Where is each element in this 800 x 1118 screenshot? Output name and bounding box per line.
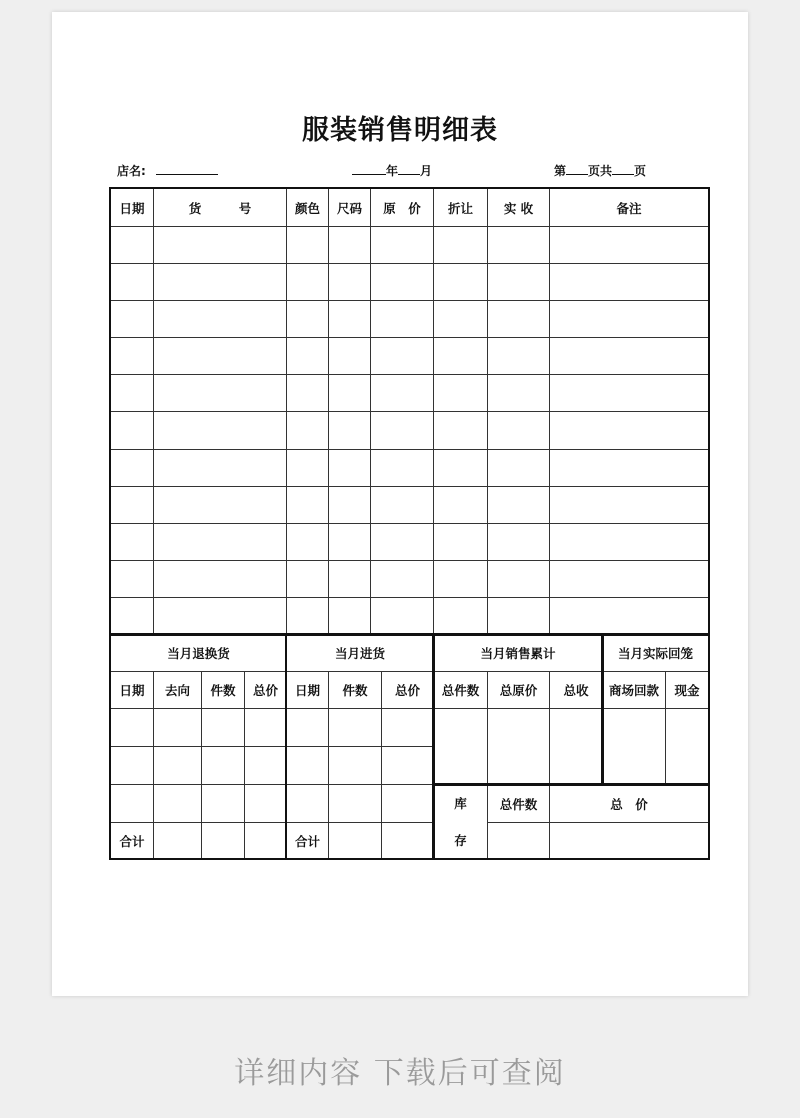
table-cell[interactable] <box>381 746 434 785</box>
section-header-purchases: 当月进货 <box>286 634 434 672</box>
year-blank[interactable] <box>352 163 386 175</box>
table-cell[interactable] <box>153 486 287 524</box>
table-cell[interactable] <box>487 337 550 375</box>
column-header: 件数 <box>328 671 382 709</box>
column-header: 商场回款 <box>602 671 666 709</box>
table-cell[interactable] <box>433 708 488 785</box>
stock-label-char: 存 <box>454 832 467 848</box>
table-cell[interactable] <box>153 746 202 785</box>
table-cell[interactable] <box>370 486 434 524</box>
table-cell[interactable] <box>433 226 488 264</box>
table-cell[interactable] <box>110 784 154 823</box>
table-cell[interactable] <box>370 263 434 301</box>
table-cell[interactable] <box>549 337 709 375</box>
table-cell[interactable] <box>328 784 382 823</box>
page-title: 服装销售明细表 <box>302 115 498 146</box>
table-cell[interactable] <box>286 226 329 264</box>
table-cell[interactable] <box>153 337 287 375</box>
table-cell[interactable] <box>433 560 488 598</box>
table-cell[interactable] <box>487 411 550 450</box>
column-header: 总件数 <box>487 784 550 823</box>
table-cell[interactable] <box>328 411 371 450</box>
table-cell[interactable] <box>286 597 329 635</box>
table-cell[interactable] <box>328 822 382 859</box>
table-cell[interactable] <box>286 523 329 561</box>
table-cell[interactable] <box>110 560 154 598</box>
table-cell[interactable] <box>286 374 329 412</box>
table-cell[interactable] <box>328 449 371 487</box>
table-cell[interactable] <box>370 560 434 598</box>
table-cell[interactable] <box>110 486 154 524</box>
table-cell[interactable] <box>487 374 550 412</box>
table-cell[interactable] <box>433 374 488 412</box>
table-cell[interactable] <box>487 597 550 635</box>
table-cell[interactable] <box>244 708 287 747</box>
store-name-field <box>117 162 218 179</box>
table-cell[interactable] <box>153 263 287 301</box>
table-cell[interactable] <box>153 523 287 561</box>
column-header: 备注 <box>549 188 709 227</box>
table-cell[interactable] <box>328 226 371 264</box>
table-cell[interactable] <box>549 523 709 561</box>
table-cell[interactable] <box>549 560 709 598</box>
section-header-collection: 当月实际回笼 <box>602 634 709 672</box>
table-cell[interactable] <box>549 708 603 785</box>
table-cell[interactable] <box>433 449 488 487</box>
table-cell[interactable] <box>328 337 371 375</box>
table-cell[interactable] <box>487 226 550 264</box>
table-cell[interactable] <box>110 337 154 375</box>
footer-note: 详细内容 下载后可查阅 <box>234 1056 566 1091</box>
table-cell[interactable] <box>153 374 287 412</box>
table-cell[interactable] <box>328 486 371 524</box>
table-cell[interactable] <box>201 708 245 747</box>
table-cell[interactable] <box>487 449 550 487</box>
table-cell[interactable] <box>487 486 550 524</box>
table-cell[interactable] <box>549 486 709 524</box>
table-cell[interactable] <box>370 374 434 412</box>
section-header-sales: 当月销售累计 <box>433 634 603 672</box>
table-cell[interactable] <box>286 411 329 450</box>
table-cell[interactable] <box>370 411 434 450</box>
column-header: 颜色 <box>286 188 329 227</box>
column-header: 总收 <box>549 671 603 709</box>
table-cell[interactable] <box>110 746 154 785</box>
table-cell[interactable] <box>487 822 550 859</box>
table-cell[interactable] <box>549 263 709 301</box>
table-cell[interactable] <box>370 449 434 487</box>
table-cell[interactable] <box>153 822 202 859</box>
table-cell[interactable] <box>328 708 382 747</box>
table-cell[interactable] <box>549 411 709 450</box>
column-header: 货 号 <box>153 188 287 227</box>
table-cell[interactable] <box>110 523 154 561</box>
table-cell[interactable] <box>328 263 371 301</box>
table-cell[interactable] <box>110 374 154 412</box>
table-cell[interactable] <box>549 449 709 487</box>
table-cell[interactable] <box>549 226 709 264</box>
table-cell[interactable] <box>110 597 154 635</box>
table-cell[interactable] <box>286 486 329 524</box>
table-cell[interactable] <box>370 300 434 338</box>
column-header: 尺码 <box>328 188 371 227</box>
table-cell[interactable] <box>153 449 287 487</box>
table-cell[interactable] <box>487 560 550 598</box>
table-cell[interactable] <box>286 449 329 487</box>
total-label: 合计 <box>110 822 154 859</box>
stock-label <box>433 784 488 859</box>
table-cell[interactable] <box>487 523 550 561</box>
column-header: 原 价 <box>370 188 434 227</box>
table-cell[interactable] <box>201 746 245 785</box>
table-cell[interactable] <box>549 300 709 338</box>
table-cell[interactable] <box>110 411 154 450</box>
table-cell[interactable] <box>244 746 287 785</box>
column-header: 日期 <box>286 671 329 709</box>
table-cell[interactable] <box>153 597 287 635</box>
column-header: 去向 <box>153 671 202 709</box>
column-header: 总 价 <box>549 784 709 823</box>
table-cell[interactable] <box>602 708 666 785</box>
page-mid: 页共 <box>588 164 613 178</box>
store-label: 店名: <box>117 164 146 178</box>
table-cell[interactable] <box>286 784 329 823</box>
total-label: 合计 <box>286 822 329 859</box>
column-header: 件数 <box>201 671 245 709</box>
page-blank[interactable] <box>566 163 588 175</box>
store-blank[interactable] <box>156 163 218 175</box>
table-cell[interactable] <box>433 486 488 524</box>
month-blank[interactable] <box>398 163 420 175</box>
table-cell[interactable] <box>201 822 245 859</box>
table-cell[interactable] <box>433 337 488 375</box>
column-header: 折让 <box>433 188 488 227</box>
table-cell[interactable] <box>110 300 154 338</box>
table-cell[interactable] <box>286 560 329 598</box>
table-cell[interactable] <box>153 411 287 450</box>
table-cell[interactable] <box>381 708 434 747</box>
page-number-field <box>554 162 646 179</box>
table-cell[interactable] <box>244 822 287 859</box>
table-cell[interactable] <box>433 411 488 450</box>
date-field <box>352 162 432 179</box>
table-cell[interactable] <box>153 560 287 598</box>
table-cell[interactable] <box>328 300 371 338</box>
table-cell[interactable] <box>487 263 550 301</box>
column-header: 日期 <box>110 671 154 709</box>
table-cell[interactable] <box>328 523 371 561</box>
table-cell[interactable] <box>549 822 709 859</box>
table-cell[interactable] <box>370 523 434 561</box>
table-cell[interactable] <box>286 337 329 375</box>
table-cell[interactable] <box>433 523 488 561</box>
table-cell[interactable] <box>328 597 371 635</box>
table-cell[interactable] <box>286 300 329 338</box>
total-pages-blank[interactable] <box>612 163 634 175</box>
table-cell[interactable] <box>110 708 154 747</box>
column-header: 实 收 <box>487 188 550 227</box>
table-cell[interactable] <box>433 597 488 635</box>
table-cell[interactable] <box>370 337 434 375</box>
table-cell[interactable] <box>487 708 550 785</box>
table-cell[interactable] <box>370 226 434 264</box>
stock-label-char: 库 <box>454 796 467 812</box>
table-cell[interactable] <box>153 784 202 823</box>
month-label: 月 <box>420 164 433 178</box>
table-cell[interactable] <box>153 300 287 338</box>
table-cell[interactable] <box>201 784 245 823</box>
column-header: 总价 <box>381 671 434 709</box>
table-cell[interactable] <box>244 784 287 823</box>
table-cell[interactable] <box>370 597 434 635</box>
table-cell[interactable] <box>286 263 329 301</box>
table-cell[interactable] <box>110 226 154 264</box>
table-cell[interactable] <box>549 374 709 412</box>
table-cell[interactable] <box>381 822 434 859</box>
table-cell[interactable] <box>549 597 709 635</box>
table-cell[interactable] <box>328 560 371 598</box>
table-cell[interactable] <box>381 784 434 823</box>
table-cell[interactable] <box>153 708 202 747</box>
table-cell[interactable] <box>433 300 488 338</box>
column-header: 总件数 <box>433 671 488 709</box>
table-cell[interactable] <box>328 746 382 785</box>
table-cell[interactable] <box>110 263 154 301</box>
table-cell[interactable] <box>433 263 488 301</box>
table-cell[interactable] <box>110 449 154 487</box>
column-header: 总原价 <box>487 671 550 709</box>
table-cell[interactable] <box>487 300 550 338</box>
year-label: 年 <box>386 164 399 178</box>
table-cell[interactable] <box>153 226 287 264</box>
section-header-returns: 当月退换货 <box>110 634 287 672</box>
table-cell[interactable] <box>286 708 329 747</box>
page-prefix: 第 <box>554 164 567 178</box>
table-cell[interactable] <box>328 374 371 412</box>
table-cell[interactable] <box>665 708 709 785</box>
column-header: 现金 <box>665 671 709 709</box>
table-cell[interactable] <box>286 746 329 785</box>
column-header: 日期 <box>110 188 154 227</box>
page-suffix: 页 <box>634 164 647 178</box>
column-header: 总价 <box>244 671 287 709</box>
